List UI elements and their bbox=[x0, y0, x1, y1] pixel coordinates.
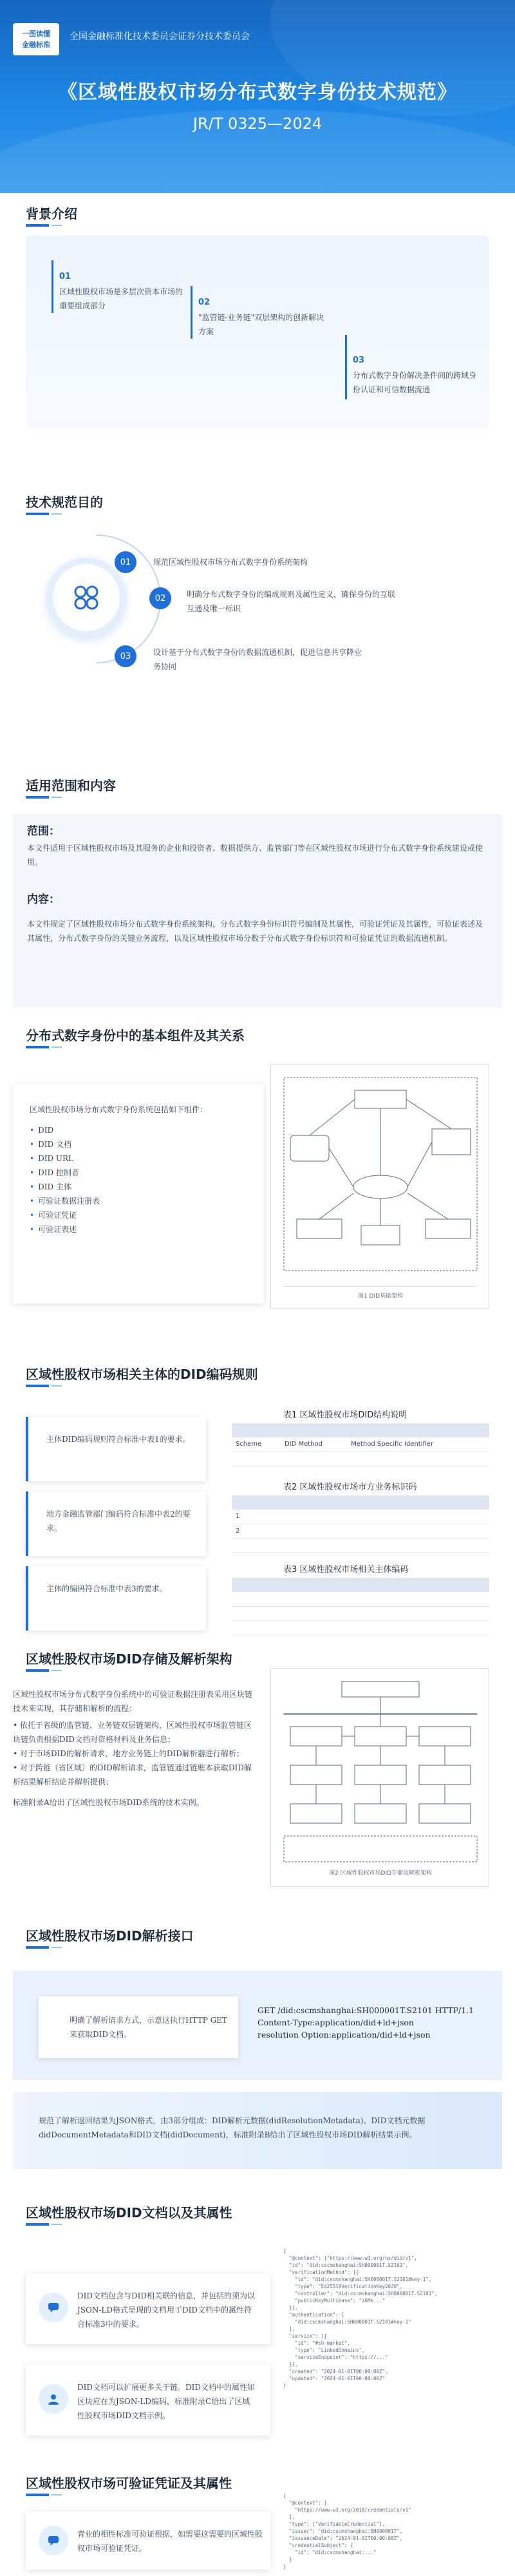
content-label: 内容： bbox=[27, 893, 60, 906]
storage-architecture-figure bbox=[270, 1668, 489, 1887]
table-row: 2 bbox=[232, 1524, 489, 1538]
credential-card bbox=[26, 2512, 270, 2570]
header-banner bbox=[0, 0, 515, 193]
did-document-json: { "@context": ["https://www.w3.org/ns/did/v1", "id": "did:cscmshanghai:SH000001T.S2101", "verificationMethod": [{ "id": "did:cscmshanghai:SH000001T.S2101#key-1", "type": "Ed25519VerificationKey2020", "controller": "did:cscmshanghai:SH000001T.S2101", "publicKeyMultibase": "z6Mk..." }], "authentication": [ "did:cscmshanghai:SH000001T.S2101#key-1" ], "service": [{ "id": "#sh-market", "type": "LinkedDomains", "serviceEndpoint": "https://..." }], "created": "2024-01-01T00:00:00Z", "updated": "2024-01-01T00:00:00Z" } bbox=[283, 2248, 438, 2389]
list-item: • DID 主体 bbox=[30, 1180, 100, 1194]
table-row bbox=[232, 1620, 489, 1634]
organization-name: 全国金融标准化技术委员会证券分技术委员会 bbox=[70, 32, 250, 42]
document-card bbox=[26, 2273, 270, 2344]
purpose-number: 03 bbox=[115, 645, 136, 667]
request-line: GET /did:cscmshanghai:SH000001T.S2101 HTTP/1.1 Content-Type:application/did+ld+json resolution Option:application/did+ld+json bbox=[258, 2005, 474, 2040]
encoding-card-text: 地方金融监管部门编码符合标准中表2的要求。 bbox=[46, 1510, 191, 1533]
list-item: • 可验证数据注册表 bbox=[30, 1194, 100, 1208]
accent-line bbox=[345, 335, 347, 399]
document-card bbox=[26, 2365, 270, 2436]
components-intro: 区域性股权市场分布式数字身份系统包括如下组件： bbox=[30, 1105, 208, 1114]
list-item: • DID 文档 bbox=[30, 1137, 100, 1151]
list-item: • DID bbox=[30, 1123, 100, 1137]
item-text: 分布式数字身份解决条件间的跨域身份认证和可信数据流通 bbox=[353, 371, 477, 394]
table-row bbox=[232, 1452, 489, 1466]
encoding-card bbox=[26, 1417, 206, 1481]
accent-line bbox=[191, 286, 192, 339]
storage-text-block bbox=[13, 1687, 258, 1810]
encoding-card bbox=[26, 1492, 206, 1556]
standard-number: JR/T 0325—2024 bbox=[192, 115, 323, 133]
section-title-document: 区域性股权市场DID文档以及其属性 bbox=[26, 2202, 232, 2221]
interface-card-text: 明确了解析请求方式，示意这执行HTTP GET来获取DID文档。 bbox=[70, 2016, 227, 2039]
encoding-table-1 bbox=[232, 1423, 489, 1466]
table-row: Scheme DID Method Method Specific Identifier bbox=[232, 1437, 489, 1452]
accent-bar bbox=[26, 1492, 28, 1556]
credential-json: { "@context": [ "https://www.w3.org/2018/credentials/v1" ], "type": ["VerifiableCredential"], "issuer": "did:cscmshanghai:SH000001T", "issuanceDate": "2024-01-01T00:00:00Z", "credentialSubject": { "id": "did:cscmshanghai:..." } } bbox=[283, 2493, 411, 2570]
section-title-encoding: 区域性股权市场相关主体的DID编码规则 bbox=[26, 1364, 258, 1383]
item-number: 02 bbox=[198, 298, 211, 307]
storage-intro: 区域性股权市场分布式数字身份系统中的可验证数据注册表采用区块链技术来实现，其存储和解析的流程： bbox=[13, 1690, 253, 1713]
request-example bbox=[258, 2004, 489, 2041]
figure-caption: 图2 区域性股权市场DID存储及解析架构 bbox=[328, 1870, 433, 1877]
table-row bbox=[232, 1538, 489, 1552]
table-row bbox=[232, 1592, 489, 1606]
item-number: 01 bbox=[59, 272, 71, 281]
table-caption: 表1 区域性股权市场DID结构说明 bbox=[283, 1410, 407, 1420]
table-row bbox=[232, 1606, 489, 1620]
interface-note: 规范了解析返回结果为JSON格式，由3部分组成：DID解析元数据(didResolutionMetadata)、DID文档元数据didDocumentMetadata和DID文档(didDocument)，标准附录B给出了区域性股权市场DID解析结果示例。 bbox=[39, 2116, 426, 2139]
figure-caption: 图1 DID基础架构 bbox=[357, 1293, 404, 1300]
purpose-number: 01 bbox=[115, 551, 136, 573]
background-item bbox=[52, 260, 187, 318]
list-item: • 可验证凭证 bbox=[30, 1208, 100, 1222]
interface-card bbox=[39, 1996, 238, 2058]
section-title-scope: 适用范围和内容 bbox=[26, 775, 116, 794]
encoding-card bbox=[26, 1566, 206, 1631]
range-text: 本文件适用于区域性股权市场及其服务的企业和投资者、数据提供方、监管部门等在区域性股权市场进行分布式数字身份系统建设或使用。 bbox=[27, 844, 483, 867]
table-caption: 表3 区域性股权市场相关主体编码 bbox=[283, 1565, 409, 1575]
item-text: "监管链-业务链"双层架构的创新解决方案 bbox=[198, 313, 324, 336]
background-item bbox=[345, 335, 487, 406]
encoding-card-text: 主体的编码符合标准中表3的要求。 bbox=[46, 1584, 167, 1593]
purpose-text: 明确分布式数字身份的编成规则及属性定义，确保身份的互联互通及唯一标识 bbox=[187, 590, 396, 613]
item-text: 区域性股权市场是多层次资本市场的重要组成部分 bbox=[59, 287, 183, 310]
range-label: 范围： bbox=[27, 825, 60, 838]
purpose-text: 设计基于分布式数字身份的数据流通机制，促进信息共享降业务协同 bbox=[153, 648, 362, 671]
section-title-credential: 区域性股权市场可验证凭证及其属性 bbox=[26, 2473, 232, 2492]
badge-line1: 一图读懂 bbox=[22, 30, 50, 38]
accent-line bbox=[52, 260, 53, 313]
components-list bbox=[30, 1123, 100, 1236]
encoding-card-text: 主体DID编码规则符合标准中表1的要求。 bbox=[46, 1435, 191, 1444]
purpose-text: 规范区域性股权市场分布式数字身份系统架构 bbox=[153, 558, 308, 567]
section-title-components: 分布式数字身份中的基本组件及其关系 bbox=[26, 1025, 245, 1044]
storage-outro: 标准附录A给出了区域性股权市场DID系统的技术实例。 bbox=[13, 1798, 204, 1807]
reading-badge bbox=[13, 23, 59, 55]
list-item: • 对于市场DID的解析请求，地方业务链上的DID解析器进行解析； bbox=[13, 1749, 244, 1758]
section-title-background: 背景介绍 bbox=[26, 204, 77, 222]
purpose-number: 02 bbox=[149, 587, 171, 609]
content-text: 本文件规定了区域性股权市场分布式数字身份系统架构，分布式数字身份标识符号编制及其属性，可验证凭证及其属性，可验证表述及其属性，分布式数字身份的关键业务流程，以及区域性股权市场分数于分布式数字身份标识符和可验证凭证的数据流通机制。 bbox=[27, 920, 483, 943]
encoding-table-2 bbox=[232, 1495, 489, 1553]
architecture-diagram bbox=[271, 1065, 490, 1309]
user-icon bbox=[39, 2384, 68, 2414]
credential-card-text: 青业的相性标准可验证根据，如需要这需要的区域性股权市场可验证凭证。 bbox=[77, 2530, 263, 2553]
encoding-table-3 bbox=[232, 1578, 489, 1635]
item-number: 03 bbox=[353, 355, 365, 365]
table-row: 1 bbox=[232, 1510, 489, 1524]
table-caption: 表2 区域性股权市场市方业务标识码 bbox=[283, 1482, 417, 1492]
section-title-purpose: 技术规范目的 bbox=[26, 492, 103, 511]
chat-icon bbox=[39, 2526, 68, 2555]
accent-bar bbox=[26, 1566, 28, 1631]
badge-line2: 金融标准 bbox=[22, 41, 50, 49]
chat-icon bbox=[39, 2293, 68, 2322]
list-item: • 依托于省级的监管链、业务链双层链架构，区域性股权市场监管链区块链负责根据DID文档对资格材料及业务信息； bbox=[13, 1721, 252, 1744]
list-item: • DID 控制者 bbox=[30, 1166, 100, 1180]
components-card bbox=[13, 1084, 264, 1303]
document-card-text: DID文档可以扩展更多关于链。DID文档中的属性如区块应在为JSON-LD编码，标准附录C给出了区域性股权市场DID文档示例。 bbox=[77, 2383, 255, 2420]
accent-bar bbox=[26, 1417, 28, 1481]
cluster-icon bbox=[72, 583, 100, 612]
section-title-interface: 区域性股权市场DID解析接口 bbox=[26, 1926, 194, 1944]
list-item: • 可验证表述 bbox=[30, 1222, 100, 1236]
section-title-storage: 区域性股权市场DID存储及解析架构 bbox=[26, 1649, 232, 1667]
purpose-hub bbox=[46, 558, 126, 638]
page-title: 《区域性股权市场分布式数字身份技术规范》 bbox=[58, 81, 457, 104]
list-item: • 对于跨链（省区域）的DID解析请求，监管链通过链账本获取DID解析结果解析结论并解析提供； bbox=[13, 1763, 252, 1786]
list-item: • DID URL bbox=[30, 1151, 100, 1166]
storage-diagram bbox=[271, 1669, 490, 1888]
scope-panel bbox=[13, 814, 502, 1007]
document-card-text: DID文档包含与DID相关联的信息，并包括的须为以JSON-LD格式呈现的文档用于DID文档中的属性符合标准3中的要求。 bbox=[77, 2291, 255, 2329]
background-item bbox=[191, 286, 332, 344]
did-architecture-figure bbox=[270, 1064, 489, 1309]
